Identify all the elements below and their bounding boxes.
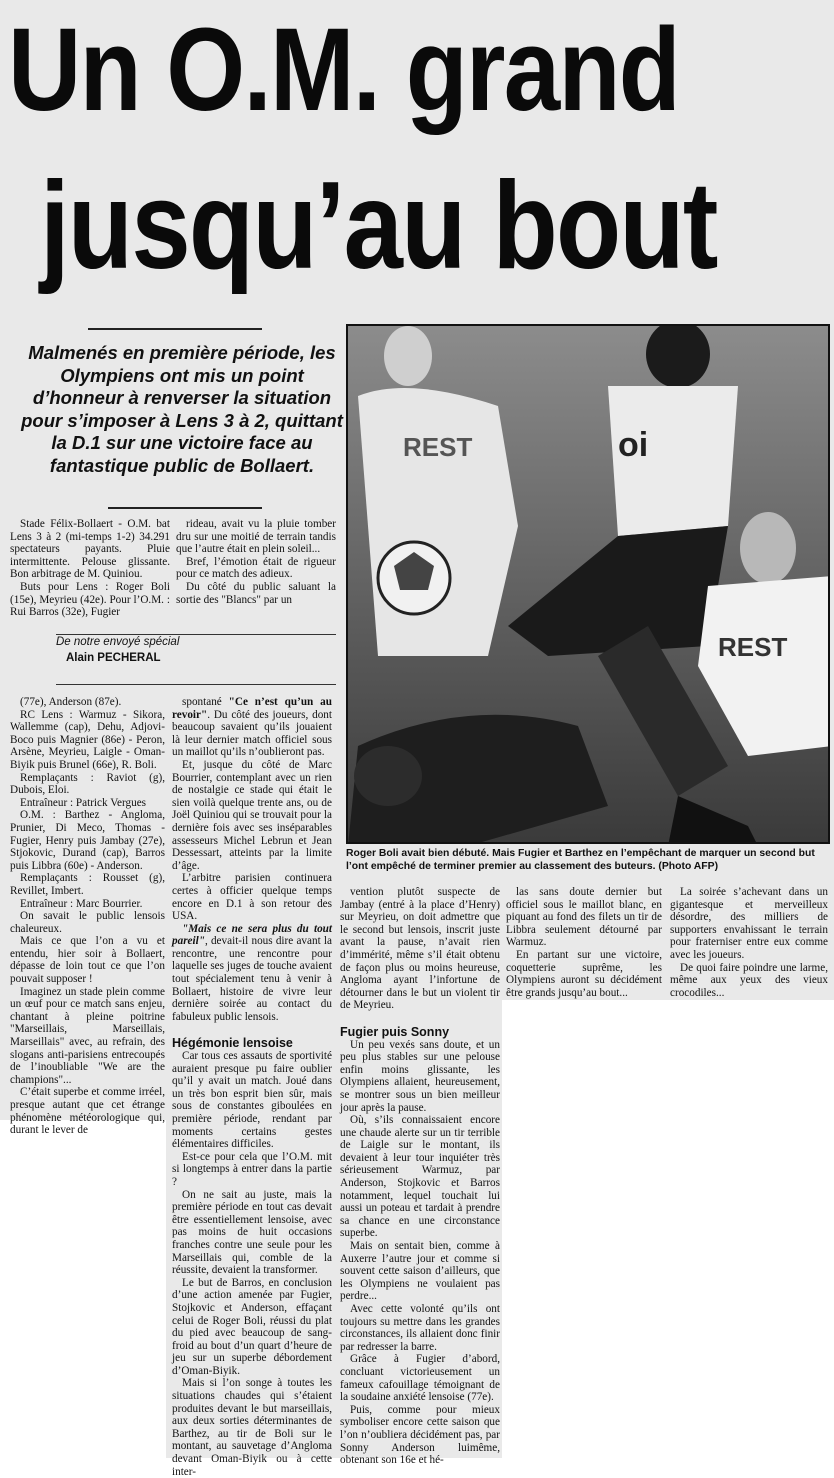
photo-illustration xyxy=(348,326,830,844)
blank-area xyxy=(0,1120,166,1458)
paragraph: Mais ce que l’on a vu et entendu, hier soir à Bollaert, dépasse de loin tout ce que l’on pouvait supposer ! xyxy=(10,935,165,986)
paragraph: Avec cette volonté qu’ils ont toujours su mettre dans les grandes circonstances, ils allaient donc finir par redresser la barre. xyxy=(340,1303,500,1353)
divider xyxy=(56,634,336,635)
paragraph: Stade Félix-Bollaert - O.M. bat Lens 3 à 2 (mi-temps 1-2) 34.291 spectateurs payants. Pluie intermittente. Pelouse glissante. Bon arbitrage de M. Quiniou. xyxy=(10,518,170,581)
headline-line-2: jusqu’au bout xyxy=(40,157,717,295)
divider xyxy=(56,684,336,685)
paragraph: C’était superbe et comme irréel, presque autant que cet étrange phénomène météorologique qui, durant le lever de xyxy=(10,1086,165,1137)
subheading-fugier: Fugier puis Sonny xyxy=(340,1024,450,1039)
paragraph: Mais si l’on songe à toutes les situations chaudes qui s’étaient produites devant le but marseillais, aux deux sorties déterminantes de Barthez, au tir de Boli sur le montant, au sauvetage d’Angloma devant Oman-Biyik ou à cette inter- xyxy=(172,1377,332,1478)
column-article xyxy=(172,696,332,1478)
paragraph: Est-ce pour cela que l’O.M. mit si longtemps à entrer dans la partie ? xyxy=(172,1150,332,1188)
paragraph: (77e), Anderson (87e). xyxy=(20,696,122,708)
blank-area xyxy=(502,1000,834,1458)
paragraph: rideau, avait vu la pluie tomber dru sur une moitié de terrain tandis que l’autre était en plein soleil... xyxy=(176,518,336,556)
paragraph: O.M. : Barthez - Angloma, Prunier, Di Meco, Thomas - Fugier, Henry puis Jambay (27e), Stjokovic, Durand (cap), Barros puis Libbra (60e) - Anderson. xyxy=(10,809,165,872)
column-lineups xyxy=(10,696,165,1137)
paragraph: Et, jusque du côté de Marc Bourrier, contemplant avec un rien de nostalgie ce stade qui était le sien voilà quelque trente ans, ou de Joël Quiniou qui se trouvait pour la dernière fois avec ses inséparables assesseurs Michel Lebrun et Jean Dessessart, atteints par la limite d’âge. xyxy=(172,758,332,872)
headline-line-1: Un O.M. grand xyxy=(8,4,680,136)
column-second-half xyxy=(340,886,500,1467)
paragraph: On savait le public lensois chaleureux. xyxy=(10,910,165,935)
text-run: , devait-il nous dire avant la rencontre, une rencontre pour laquelle ses juges de touche avaient tout spécialement tenu à venir à Bollaert, histoire de vivre leur dernière soirée au contact du fabuleux public lensois. xyxy=(172,935,332,1023)
jersey-text: REST xyxy=(403,432,473,462)
paragraph xyxy=(172,923,332,1024)
svg-text:oi: oi xyxy=(618,426,649,464)
paragraph: RC Lens : Warmuz - Sikora, Wallemme (cap), Dehu, Adjovi-Boco puis Magnier (86e) - Peron, Arsène, Meyrieu, Laigle - Oman-Biyik puis Brunel (66e), R. Boli. xyxy=(10,708,165,771)
paragraph: On ne sait au juste, mais la première période en tout cas devait être essentiellement lensoise, avec pas moins de huit occasions franches contre une seule pour les Marseillais qui, comble de la réussite, devaient la transformer. xyxy=(172,1188,332,1277)
paragraph: Un peu vexés sans doute, et un peu plus stables sur une pelouse enfin moins glissante, les Olympiens allaient, heureusement, se montrer sous un bien meilleur jour après la pause. xyxy=(340,1038,500,1114)
photo-caption: Roger Boli avait bien débuté. Mais Fugier et Barthez en l’empêchant de marquer un second but l’ont empêché de terminer premier au classement des buteurs. (Photo AFP) xyxy=(346,848,815,872)
paragraph: Bref, l’émotion était de rigueur pour ce match des adieux. xyxy=(176,555,336,581)
subheading-hegemonie: Hégémonie lensoise xyxy=(172,1036,293,1051)
paragraph: Entraîneur : Marc Bourrier. xyxy=(20,897,143,910)
paragraph: Car tous ces assauts de sportivité auraient presque pu faire oublier qu’il y avait un match. Joué dans un très bon esprit bien sûr, mais sous de constantes giboulées en première période, rendant par moments certains gestes élémentaires difficiles. xyxy=(172,1050,332,1151)
text-run: spontané xyxy=(182,696,229,708)
deck-rule xyxy=(108,507,262,509)
deck-rule xyxy=(88,328,262,330)
paragraph: Imaginez un stade plein comme un œuf pour ce match sans enjeu, chantant à pleine poitrine "Marseillais, Marseillais, Marseillais" avec, au refrain, des slogans anti-parisiens entrecoupés de l’inoubliable "We are the champions"... xyxy=(10,985,165,1086)
paragraph: Puis, comme pour mieux symboliser encore cette saison que l’on n’oubliera décidément pas, par Sonny Anderson luimême, obtenant son 16e et hé- xyxy=(340,1403,500,1467)
byline-envoy: De notre envoyé spécial xyxy=(56,636,180,648)
paragraph: Remplaçants : Rousset (g), Revillet, Imbert. xyxy=(10,872,165,897)
paragraph: Grâce à Fugier d’abord, concluant victorieusement un fameux cafouillage témoignant de la soudaine anxiété lensoise (77e). xyxy=(340,1353,500,1404)
paragraph: Entraîneur : Patrick Vergues xyxy=(20,796,147,809)
paragraph: vention plutôt suspecte de Jambay (entré à la place d’Henry) sur Meyrieu, on doit admettre que le second but lensois, inscrit juste avant la pause, n’avait rien d’immérité, même s’il était obtenu de façon plus ou moins heureuse, Angloma ayant l’infortune de détourner dans le but un violent tir de Meyrieu. xyxy=(340,886,500,1012)
paragraph: las sans doute dernier but officiel sous le maillot blanc, en piquant au fond des filets un tir de Libbra seulement détourné par Warmuz. xyxy=(506,886,662,949)
paragraph: La soirée s’achevant dans un gigantesque et merveilleux désordre, des milliers de supporters envahissant le terrain pour fraterniser entre eux comme avec les joueurs. xyxy=(670,886,828,961)
paragraph: Remplaçants : Raviot (g), Dubois, Eloi. xyxy=(10,771,165,797)
byline xyxy=(56,636,280,664)
paragraph: Du côté du public saluant la sortie des "Blancs" par un xyxy=(176,580,336,606)
paragraph: En partant sur une victoire, coquetterie suprême, les Olympiens auront su décidément être grands jusqu’au bout... xyxy=(506,948,662,999)
column-supporters xyxy=(670,886,828,999)
match-photo xyxy=(346,324,830,844)
paragraph: L’arbitre parisien continuera certes à officier quelque temps encore en D.1 à son retour des USA. xyxy=(172,872,332,923)
paragraph: Où, s’ils connaissaient encore une chaude alerte sur un tir terrible de Laigle sur le montant, ils devaient à leur tour inquiéter très sérieusement Warmuz, par Anderson, Stojkovic et Barros notamment, lequel touchait lui aussi un poteau et tardait à prendre sa chance en une circonstance superbe. xyxy=(340,1114,500,1240)
paragraph xyxy=(172,696,332,759)
deck-intro: Malmenés en première période, les Olympiens ont mis un point d’honneur à renverser la situation pour s’imposer à Lens 3 à 2, quittant la D.1 sur une victoire face au fantastique public de Bollaert. xyxy=(21,342,343,476)
text-run: . Du côté des joueurs, dont beaucoup savaient qu’ils jouaient là leur dernier match officiel sous un maillot qu’ils n’oublieront pas. xyxy=(172,708,332,759)
column-match-summary xyxy=(10,518,170,619)
svg-text:REST: REST xyxy=(718,632,788,662)
quote: "Mais ce ne sera plus du tout pareil" xyxy=(172,922,332,948)
paragraph: Mais on sentait bien, comme à Auxerre l’autre jour et comme si souvent cette saison d’ailleurs, que les Olympiens ne voulaient pas perdre... xyxy=(340,1240,500,1303)
column-conclusion xyxy=(506,886,662,999)
column-intro xyxy=(176,518,336,606)
quote: "Ce n’est qu’un au revoir" xyxy=(172,696,332,721)
paragraph: Buts pour Lens : Roger Boli (15e), Meyrieu (42e). Pour l’O.M. : Rui Barros (32e), Fugier xyxy=(10,580,170,619)
paragraph: De quoi faire poindre une larme, même aux yeux des vieux crocodiles... xyxy=(670,961,828,999)
byline-author: Alain PECHERAL xyxy=(66,652,161,664)
paragraph: Le but de Barros, en conclusion d’une action amenée par Fugier, Stojkovic et Anderson, effaçant celui de Roger Boli, réussi du plat du pied avec beaucoup de sang-froid au bout d’un quart d’heure de jeu sur un superbe débordement d’Oman-Biyik. xyxy=(172,1276,332,1377)
